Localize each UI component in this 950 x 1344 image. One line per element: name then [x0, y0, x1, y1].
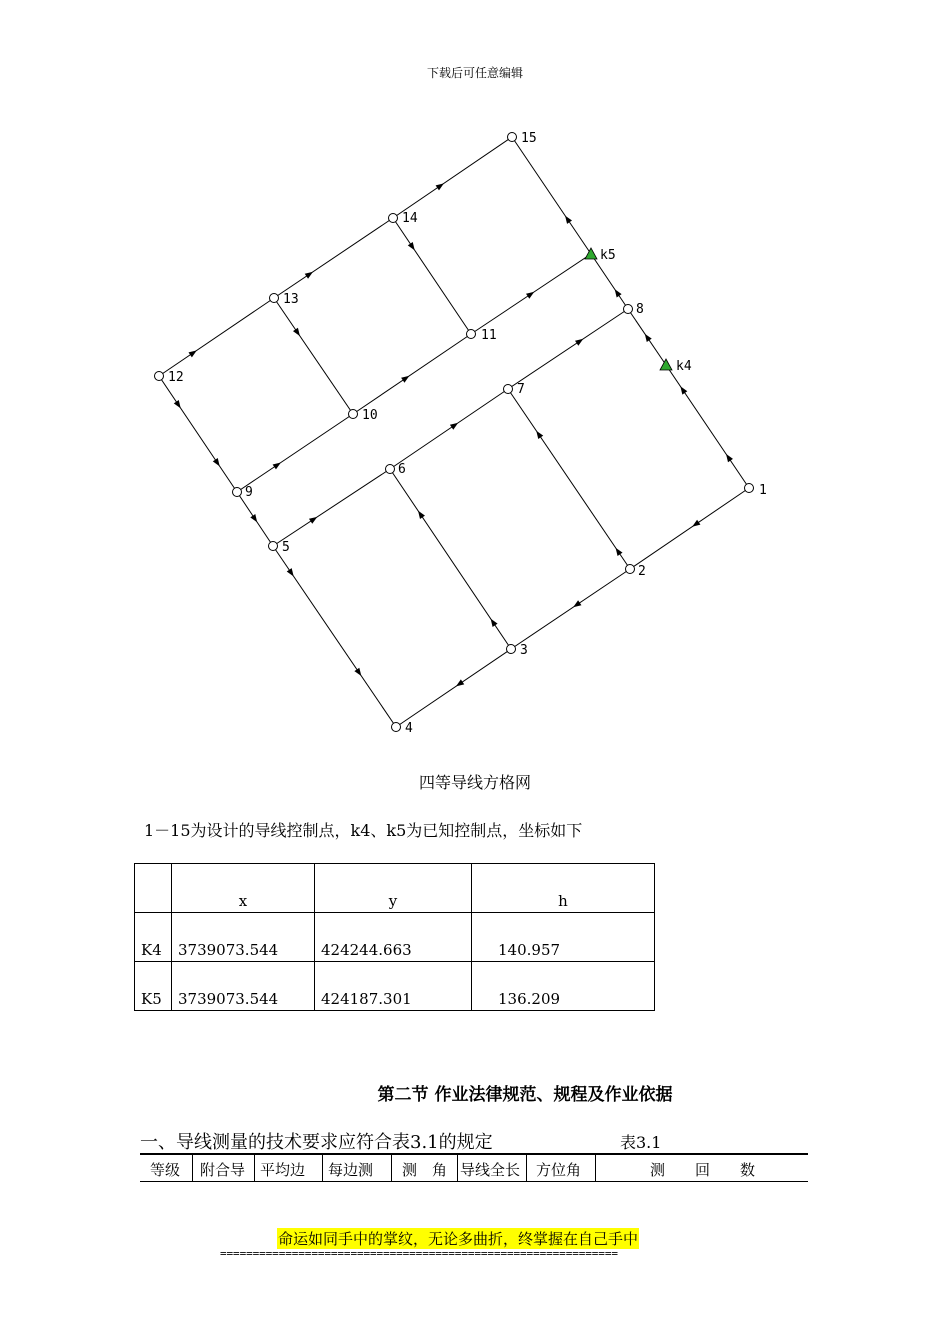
direction-arrow — [408, 242, 415, 250]
control-point-12 — [155, 372, 164, 381]
point-label-3: 3 — [520, 643, 528, 658]
direction-arrow — [174, 400, 181, 408]
traverse-line-6-7 — [390, 389, 508, 469]
header-grade: 等级 — [150, 1161, 181, 1179]
direction-arrow — [354, 668, 361, 676]
header-avg-side: 平均边 — [260, 1161, 306, 1179]
point-name-cell: K5 — [135, 962, 172, 1011]
h-cell: 136.209 — [472, 962, 655, 1011]
traverse-line-12-13 — [159, 298, 274, 376]
control-point-7 — [504, 385, 513, 394]
direction-arrow — [726, 454, 733, 462]
traverse-line-7-8 — [508, 309, 628, 389]
direction-arrow — [273, 462, 281, 469]
header-note: 下载后可任意编辑 — [426, 66, 523, 80]
header-per-side: 每边测 — [328, 1161, 374, 1179]
direction-arrow — [456, 679, 464, 686]
point-label-6: 6 — [398, 462, 406, 477]
header-rounds: 测 回 数 — [650, 1161, 756, 1179]
direction-arrow — [401, 376, 409, 383]
traverse-line-k4-1 — [666, 365, 749, 488]
point-label-k5: k5 — [600, 248, 616, 263]
traverse-line-10-11 — [353, 334, 471, 414]
table-label: 表3.1 — [620, 1133, 662, 1152]
traverse-line-13-14 — [274, 218, 393, 298]
point-label-4: 4 — [405, 721, 413, 736]
control-point-14 — [389, 214, 398, 223]
direction-arrow — [305, 272, 313, 279]
coordinate-table — [134, 863, 655, 1011]
traverse-line-15-k5 — [512, 137, 591, 254]
point-label-5: 5 — [282, 540, 290, 555]
h-cell: 140.957 — [472, 913, 655, 962]
direction-arrow — [526, 292, 534, 299]
table-3-1-header — [140, 1153, 808, 1182]
direction-arrow — [680, 386, 687, 394]
control-point-3 — [507, 645, 516, 654]
direction-arrow — [309, 517, 317, 524]
direction-arrow — [645, 334, 652, 342]
known-point-k5 — [585, 248, 597, 259]
traverse-line-3-4 — [396, 649, 511, 727]
control-point-6 — [386, 465, 395, 474]
control-point-2 — [626, 565, 635, 574]
point-label-14: 14 — [402, 211, 418, 226]
direction-arrow — [293, 328, 300, 336]
header-angle: 测 角 — [402, 1161, 448, 1179]
point-label-15: 15 — [521, 131, 537, 146]
point-label-7: 7 — [517, 382, 525, 397]
x-cell: 3739073.544 — [172, 913, 315, 962]
direction-arrow — [575, 339, 583, 346]
traverse-line-9-12 — [159, 376, 237, 492]
direction-arrow — [250, 514, 257, 522]
table-row — [135, 913, 655, 962]
header-cell — [135, 864, 172, 913]
header-attached: 附合导 — [200, 1161, 246, 1179]
point-label-8: 8 — [636, 302, 644, 317]
direction-arrow — [536, 431, 543, 439]
divider-rule: ============================================================= — [220, 1247, 618, 1260]
section-title: 第二节 作业法律规范、规程及作业依据 — [377, 1085, 673, 1105]
direction-arrow — [418, 511, 425, 519]
control-point-4 — [392, 723, 401, 732]
control-point-15 — [508, 133, 517, 142]
direction-arrow — [573, 600, 581, 607]
control-point-8 — [624, 305, 633, 314]
y-cell: 424187.301 — [315, 962, 472, 1011]
control-point-9 — [233, 488, 242, 497]
motto-highlight: 命运如同手中的掌纹，无论多曲折，终掌握在自己手中 — [278, 1230, 639, 1248]
direction-arrow — [436, 183, 444, 190]
direction-arrow — [213, 458, 220, 466]
header-total-length: 导线全长 — [460, 1161, 521, 1179]
subheading: 一、导线测量的技术要求应符合表3.1的规定 — [140, 1132, 493, 1153]
point-label-k4: k4 — [676, 359, 692, 374]
traverse-line-9-10 — [237, 414, 353, 492]
point-label-9: 9 — [245, 485, 253, 500]
traverse-line-13-10 — [274, 298, 353, 414]
point-label-11: 11 — [481, 328, 497, 343]
table-row — [135, 962, 655, 1011]
y-cell: 424244.663 — [315, 913, 472, 962]
traverse-line-1-2 — [630, 488, 749, 569]
header-cell-y: y — [315, 864, 472, 913]
point-label-10: 10 — [362, 408, 378, 423]
point-label-13: 13 — [283, 292, 299, 307]
control-point-11 — [467, 330, 476, 339]
header-cell-x: x — [172, 864, 315, 913]
control-point-10 — [349, 410, 358, 419]
x-cell: 3739073.544 — [172, 962, 315, 1011]
diagram-caption: 四等导线方格网 — [418, 773, 531, 792]
traverse-line-5-6 — [273, 469, 390, 546]
table-header-row — [135, 864, 655, 913]
control-point-13 — [270, 294, 279, 303]
direction-arrow — [491, 619, 498, 627]
direction-arrow — [616, 548, 623, 556]
intro-text: 1－15为设计的导线控制点，k4、k5为已知控制点，坐标如下 — [144, 821, 583, 840]
direction-arrow — [287, 568, 294, 576]
header-cell-h: h — [472, 864, 655, 913]
direction-arrow — [450, 423, 458, 430]
known-point-k4 — [660, 359, 672, 370]
point-label-1: 1 — [759, 483, 767, 498]
point-label-12: 12 — [168, 370, 184, 385]
direction-arrow — [565, 216, 572, 224]
traverse-line-7-2 — [508, 389, 630, 569]
direction-arrow — [615, 289, 622, 297]
traverse-line-2-3 — [511, 569, 630, 649]
direction-arrow — [692, 520, 700, 527]
header-azimuth: 方位角 — [536, 1161, 582, 1179]
traverse-line-14-15 — [393, 137, 512, 218]
point-name-cell: K4 — [135, 913, 172, 962]
traverse-line-14-11 — [393, 218, 471, 334]
direction-arrow — [189, 350, 197, 357]
point-label-2: 2 — [638, 564, 646, 579]
control-point-5 — [269, 542, 278, 551]
control-point-1 — [745, 484, 754, 493]
